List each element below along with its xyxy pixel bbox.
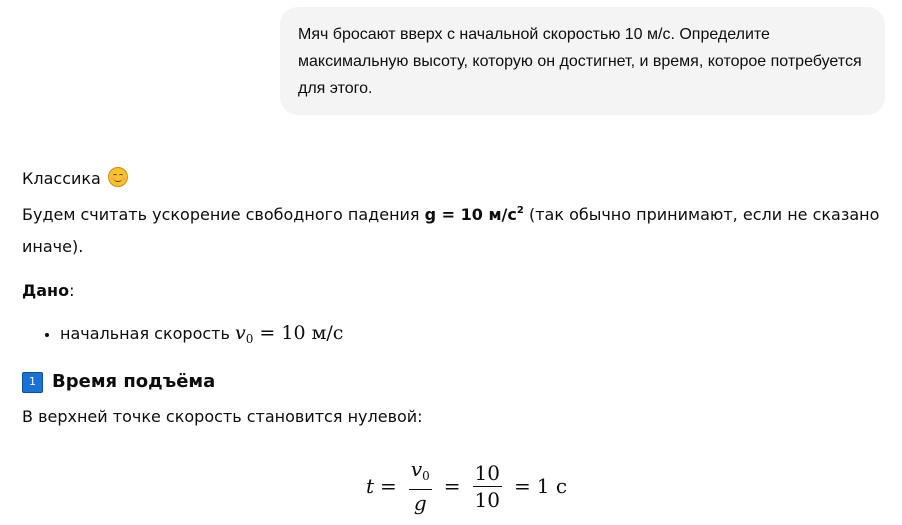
- given-item-math: [235, 322, 343, 344]
- section-heading-1: [22, 369, 882, 395]
- section-text: В верхней точке скорость становится нулевой:: [22, 407, 423, 426]
- given-label: Дано: [22, 281, 70, 300]
- frac-num: 10: [474, 460, 500, 485]
- fraction-10-over-10: [473, 462, 502, 511]
- keycap-one-icon: 1: [22, 372, 43, 393]
- gravity-exponent: 2: [516, 205, 524, 216]
- fraction-v0-over-g: [409, 458, 432, 514]
- given-item-label: начальная скорость: [60, 324, 235, 343]
- equals-sign: =: [380, 474, 397, 498]
- gravity-value: g = 10 м/с: [424, 205, 517, 224]
- frac-den: g: [413, 491, 427, 515]
- frac-num-sub: 0: [422, 469, 430, 483]
- math-var: v: [234, 322, 246, 344]
- gravity-assumption: [22, 195, 882, 263]
- gravity-text-prefix: Будем считать ускорение свободного падения: [22, 205, 425, 224]
- frac-num-var: v: [410, 457, 423, 481]
- time-formula: [366, 458, 567, 514]
- given-item: [60, 321, 882, 351]
- given-list: [22, 321, 882, 351]
- given-heading: [22, 279, 882, 303]
- equals-sign: =: [513, 474, 531, 498]
- intro-line: [22, 163, 882, 195]
- section-title: Время подъёма: [52, 371, 216, 392]
- gravity-text-suffix: (так обычно принимают, если не сказано иначе).: [22, 205, 880, 256]
- formula-lhs: t: [366, 474, 375, 498]
- assistant-message: [22, 163, 882, 429]
- math-sub: 0: [245, 332, 254, 346]
- smiling-face-icon: [108, 167, 128, 187]
- equals-sign: =: [443, 474, 461, 498]
- intro-text: Классика: [22, 169, 101, 188]
- user-message-text: Мяч бросают вверх с начальной скоростью 10 м/с. Определите максимальную высоту, которую он достигнет, и время, которое потребуется для этого.: [298, 26, 862, 97]
- math-value: = 10 м/с: [253, 322, 344, 344]
- given-colon: :: [69, 281, 75, 300]
- user-message-bubble: [280, 7, 885, 115]
- frac-den: 10: [474, 487, 500, 512]
- formula-result: 1 с: [536, 474, 568, 498]
